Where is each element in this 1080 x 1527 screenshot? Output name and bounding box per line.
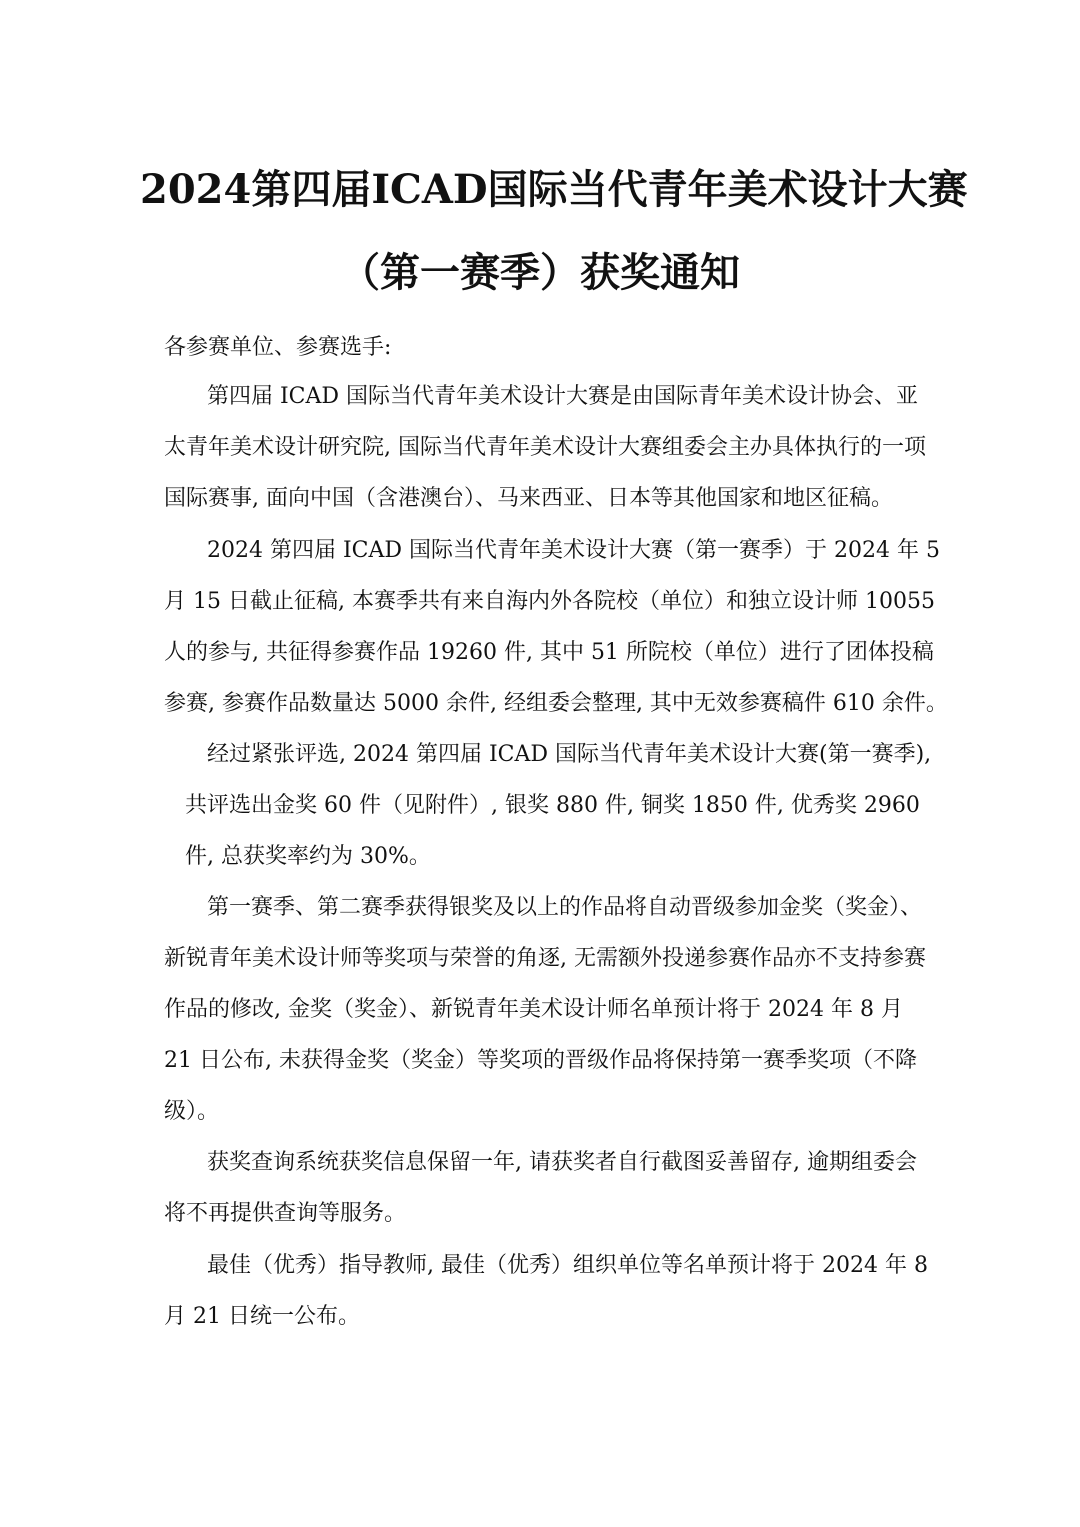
paragraph-4-line-1: 第一赛季、第二赛季获得银奖及以上的作品将自动晋级参加金奖（奖金）、: [207, 895, 923, 920]
paragraph-4-line-5: 级）。: [164, 1099, 220, 1124]
paragraph-6-line-1: 最佳（优秀）指导教师, 最佳（优秀）组织单位等名单预计将于 2024 年 8: [207, 1253, 928, 1278]
paragraph-1-line-1: 第四届 ICAD 国际当代青年美术设计大赛是由国际青年美术设计协会、亚: [207, 384, 919, 409]
paragraph-6-line-2: 月 21 日统一公布。: [164, 1304, 360, 1329]
paragraph-5-line-1: 获奖查询系统获奖信息保留一年, 请获奖者自行截图妥善留存, 逾期组委会: [207, 1150, 917, 1175]
paragraph-3-line-1: 经过紧张评选, 2024 第四届 ICAD 国际当代青年美术设计大赛(第一赛季),: [207, 742, 932, 767]
paragraph-2-line-3: 人的参与, 共征得参赛作品 19260 件, 其中 51 所院校（单位）进行了团体投稿: [164, 640, 934, 665]
paragraph-4-line-4: 21 日公布, 未获得金奖（奖金）等奖项的晋级作品将保持第一赛季奖项（不降: [164, 1048, 917, 1073]
paragraph-2-line-1: 2024 第四届 ICAD 国际当代青年美术设计大赛（第一赛季）于 2024 年 5: [207, 538, 940, 563]
paragraph-1-line-3: 国际赛事, 面向中国（含港澳台）、马来西亚、日本等其他国家和地区征稿。: [164, 486, 893, 511]
paragraph-5-line-2: 将不再提供查询等服务。: [164, 1201, 407, 1226]
paragraph-2-line-4: 参赛, 参赛作品数量达 5000 余件, 经组委会整理, 其中无效参赛稿件 610 余件。: [164, 691, 948, 716]
page-title-line-2: （第一赛季）获奖通知: [340, 249, 740, 296]
paragraph-3-line-2: 共评选出金奖 60 件（见附件）, 银奖 880 件, 铜奖 1850 件, 优秀奖 2960: [185, 793, 920, 818]
page-title-line-1: 2024第四届ICAD国际当代青年美术设计大赛: [140, 166, 968, 213]
paragraph-1-line-2: 太青年美术设计研究院, 国际当代青年美术设计大赛组委会主办具体执行的一项: [164, 435, 926, 460]
paragraph-2-line-2: 月 15 日截止征稿, 本赛季共有来自海内外各院校（单位）和独立设计师 10055: [164, 589, 935, 614]
paragraph-3-line-3: 件, 总获奖率约为 30%。: [185, 844, 431, 869]
paragraph-4-line-3: 作品的修改, 金奖（奖金）、新锐青年美术设计师名单预计将于 2024 年 8 月: [164, 997, 903, 1022]
paragraph-4-line-2: 新锐青年美术设计师等奖项与荣誉的角逐, 无需额外投递参赛作品亦不支持参赛: [164, 946, 926, 971]
salutation: 各参赛单位、参赛选手:: [164, 335, 392, 360]
